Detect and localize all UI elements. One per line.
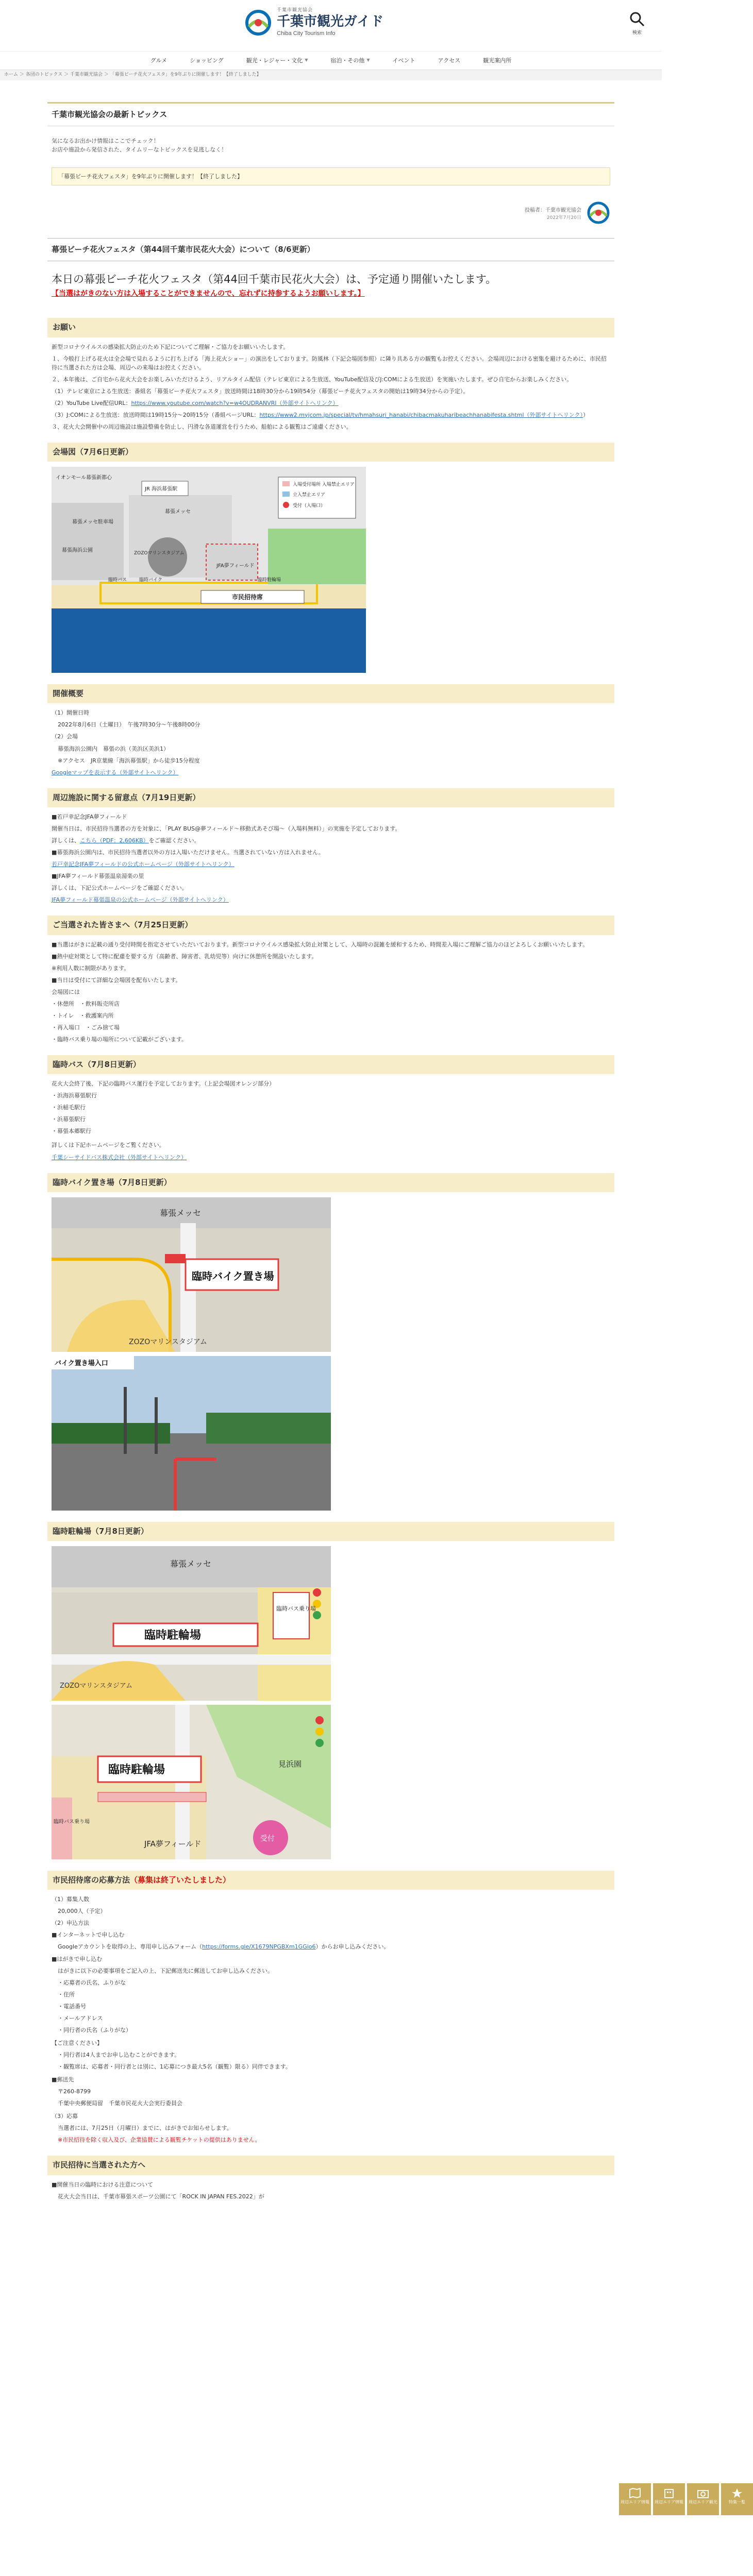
nav-item-info[interactable]: 観光案内所 <box>483 57 512 64</box>
side-button-area-info-2[interactable]: 周辺エリア情報 <box>653 2483 685 2515</box>
star-icon <box>731 2487 743 2499</box>
nav-item-event[interactable]: イベント <box>392 57 415 64</box>
bike-parking-map <box>52 1197 331 1352</box>
nav-item-stay[interactable]: 宿泊・その他 ▼ <box>330 57 370 64</box>
heading-winners: 市民招待に当選された方へ <box>47 2156 614 2175</box>
heading-apply: 市民招待席の応募方法（募集は終了いたしました） <box>47 1871 614 1890</box>
site-logo[interactable] <box>245 7 383 38</box>
photo-label-jfa: JFA夢フィールド <box>144 1839 202 1849</box>
map-label-aeon: イオンモール幕張新都心 <box>56 475 112 481</box>
main-nav <box>0 52 662 70</box>
site-title: 千葉市観光ガイド <box>277 13 384 29</box>
cycle-parking-map-1 <box>52 1546 331 1701</box>
youtube-link[interactable]: https://www.youtube.com/watch?v=w4OUDRANVRI（外部サイトへリンク） <box>131 399 339 406</box>
nav-item-gourmet[interactable]: グルメ <box>150 57 168 64</box>
article-lead: 本日の幕張ビーチ花火フェスタ（第44回千葉市民花火大会）は、予定通り開催いたします。 <box>52 273 497 286</box>
bus-body: 花火大会終了後、下記の臨時バス運行を予定しております。（上記会場図オレンジ部分） ・浜海浜幕張駅行 ・浜稲毛駅行 ・浜幕張駅行 ・幕張本郷駅行 詳しくは下記ホームページをご覧ください。 千葉シーサイドバス株式会社（外部サイトへリンク） <box>52 1080 275 1161</box>
photo-label-bike-entry: バイク置き場入口 <box>55 1359 108 1367</box>
photo-label-reception: 受付 <box>260 1835 275 1843</box>
map-icon <box>629 2487 641 2499</box>
heading-onegai: お願い <box>47 318 614 337</box>
map-label-bike: 臨時バイク <box>139 578 162 583</box>
breadcrumb[interactable]: ホーム ＞ 各団のトピックス ＞ 千葉市観光協会 ＞ 「幕張ビーチ花火フェスタ」を9年ぶりに開催します！【終了しました】 <box>0 70 662 80</box>
photo-label-cycle: 臨時駐輪場 <box>144 1629 202 1642</box>
heading-bike: 臨時バイク置き場（7月8日更新） <box>47 1173 614 1192</box>
side-button-area-info[interactable]: 周辺エリア情報 <box>619 2483 651 2515</box>
jcom-link[interactable]: https://www2.myjcom.jp/special/tv/hmahsuri_hanabi/chibacmakuharibeachhanabifesta.shtml（外部サイトへリンク） <box>259 411 583 418</box>
nearby-body: ■若戸幸記念JFA夢フィールド 開催当日は、市民招待当選者の方を対象に、「PLAY BUS@夢フィールド〜移動式あそび場〜（入場料無料）」の実施を予定しております。 詳しくは、こちら（PDF：2,606KB）をご確認ください。 ■幕張海浜公園内は、市民招待当選者以外の方は入場いただけません。当選されていない方は入れません。 若戸幸記念JFA夢フィールドの公式ホームページ（外部サイトへリンク） ■JFA夢フィールド幕張温泉湯楽の里 詳しくは、下記公式ホームページをご確認ください。 JFA夢フィールド幕張温泉の公式ホームページ（外部サイトへリンク） <box>52 813 401 904</box>
side-button-area-sightseeing[interactable]: 周辺エリア観光 <box>687 2483 719 2515</box>
map-legend-reception: 受付（入場口） <box>293 503 326 509</box>
map-legend-restricted: 立入禁止エリア <box>293 493 326 498</box>
site-header <box>0 0 662 52</box>
search-label: 検索 <box>632 30 642 36</box>
map-label-jfa: JFA夢フィールド <box>216 563 255 569</box>
heading-cycle: 臨時駐輪場（7月8日更新） <box>47 1522 614 1541</box>
post-meta <box>47 195 614 238</box>
heading-venue-map: 会場図（7月6日更新） <box>47 443 614 462</box>
photo-label-stadium: ZOZOマリンスタジアム <box>129 1337 207 1346</box>
building-icon <box>663 2487 675 2499</box>
photo-label-bike: 臨時バイク置き場 <box>192 1269 274 1282</box>
intro-text: 気になるお出かけ情報はここでチェック！ お店や施設から発信された、タイムリーなトピックスを見逃しなく！ <box>52 138 227 154</box>
photo-label-bus-stop-2: 臨時バス乗り場 <box>54 1819 90 1825</box>
main-content <box>47 80 614 2201</box>
cycle-parking-map-2 <box>52 1705 331 1859</box>
logo-mark-icon <box>245 9 272 36</box>
side-button-features[interactable]: 特集一覧 <box>721 2483 753 2515</box>
map-label-station: JR 海浜幕張駅 <box>145 486 178 493</box>
map-label-park: 幕張海浜公園 <box>62 548 93 554</box>
nav-item-sightseeing[interactable]: 観光・レジャー・文化 ▼ <box>246 57 308 64</box>
bike-entry-photo <box>52 1356 331 1511</box>
side-floating-buttons <box>619 2483 753 2515</box>
visitors-body: ■当選はがきに記載の通り受付時間を指定させていただいております。新型コロナウイルス感染拡大防止対策として、入場時の混雑を緩和するため、時間差入場にご理解ご協力のほどよろしくお願いいたします。 ■熱中症対策として特に配慮を要する方（高齢者、障害者、乳幼児等）向けに休憩所を開設いたします。 ※利用人数に制限があります。 ■当日は受付にて詳細な会場図を配布いたします。 会場図には ・休憩所 ・飲料販売所店 ・トイレ ・救護案内所 ・再入場口 ・ごみ捨て場 ・臨時バス乗り場の場所について記載がございます。 <box>52 941 589 1043</box>
seaside-bus-link[interactable]: 千葉シーサイドバス株式会社（外部サイトへリンク） <box>52 1154 187 1161</box>
camera-icon <box>697 2487 709 2499</box>
map-label-bus: 臨時バス <box>108 578 127 583</box>
apply-form-link[interactable]: https://forms.gle/X1679NPGBXm1GGio6 <box>202 1943 316 1951</box>
photo-label-messe-2: 幕張メッセ <box>170 1559 212 1569</box>
photo-label-bus-stop: 臨時バス乗り場 <box>276 1605 316 1613</box>
map-label-parking: 幕張メッセ駐車場 <box>72 519 113 526</box>
google-map-link[interactable]: Googleマップを表示する（外部サイトへリンク） <box>52 769 179 776</box>
heading-visitors: ご当選された皆さまへ（7月25日更新） <box>47 916 614 935</box>
chevron-down-icon: ▼ <box>366 58 370 63</box>
nav-item-access[interactable]: アクセス <box>438 57 461 64</box>
onegai-body: 新型コロナウイルスの感染拡大防止のため下記についてご理解・ご協力をお願いいたします。 １、今般打上げる花火は全会場で見れるように打ち上げる「海上花火ショー」の演出をしております。防風林（下記会場図参照）に隣り具ある方の観覧もお控えください。会場周辺における密集を避けるために、市民招待に当選された方は会場、周辺への来場はお控えください。 ２、本年後は、ご自宅から花火大会をお楽しみいただけるよう、リアルタイム配信（テレビ東京による生放送、YouTube配信及びJ:COMによる生放送）を実施いたします。ぜひ自宅からお楽しみください。 （1）テレビ東京による生放送：番組名「幕張ビーチ花火フェスタ」放送時間は18時30分から19時54分（幕張ビーチ花火フェスタの開始は19時34分からの予定）。 （2）YouTube Live配信URL：https://www.youtube.com/watch?v=w4OUDRANVRI（外部サイトへリンク） （3）J:COMによる生放送：放送時間は19時15分〜20時15分（番組ページURL：https://www2.myjcom.jp/special/tv/hmahsuri_hanabi/chibacmakuharibeachhanabifesta.shtml（外部サイトへリンク）） ３、花火大会開催中の周辺施設は施設整備を防止し、円滑な各道運営を行うため、船舶による観覧はご遠慮ください。 <box>52 343 607 430</box>
jfa-link[interactable]: JFA夢フィールド幕張温泉の公式ホームページ（外部サイトへリンク） <box>52 896 229 904</box>
map-label-beach: 市民招待席 <box>232 594 263 601</box>
photo-label-cycle-2: 臨時駐輪場 <box>108 1764 165 1777</box>
map-label-stadium: ZOZOマリンスタジアム <box>134 551 185 556</box>
search-button[interactable] <box>627 11 647 37</box>
map-legend-entry: 入場受付場所 入場禁止エリア <box>293 482 355 488</box>
article-title: 幕張ビーチ花火フェスタ（第44回千葉市民花火大会）について（8/6更新） <box>47 238 614 261</box>
overview-body: （1）開催日時 2022年8月6日（土曜日） 午後7時30分〜午後8時00分 （2）会場 幕張海浜公園内 幕張の浜（美浜区美浜1） ※アクセス JR京葉線「海浜幕張駅」から徒歩15分程度 Googleマップを表示する（外部サイトへリンク） <box>52 709 200 776</box>
topic-notice: 「幕張ビーチ花火フェスタ」を9年ぶりに開催します！【終了しました】 <box>52 167 610 185</box>
map-label-messe: 幕張メッセ <box>165 509 191 515</box>
venue-map <box>52 467 366 673</box>
winners-body: ■開催当日の臨時における注意について 花火大会当日は、千葉市幕張スポーツ公園にて「ROCK IN JAPAN FES.2022」が <box>52 2181 264 2200</box>
logo-sub-text: 千葉市観光協会 <box>277 8 313 13</box>
chevron-down-icon: ▼ <box>305 58 308 63</box>
kaikan-link[interactable]: 若戸幸記念JFA夢フィールドの公式ホームページ（外部サイトへリンク） <box>52 861 235 868</box>
apply-body: （1）募集人数 20,000人（予定） （2）申込方法 ■インターネットで申し込む Googleアカウントを取得の上、専用申し込みフォーム（https://forms.gle/X1679NPGBXm1GGio6）からお申し込みください。 ■はがきで申し込む はがきに以下の必要事項をご記入の上、下記郵送先に郵送してお申し込みください。 ・応募者の氏名、ふりがな ・住所 ・電話番号 ・メールアドレス ・同行者の氏名（ふりがな） 【ご注意ください】 ・同行者は4人までお申し込むことができます。 ・観覧席は、応募者・同行者とは別に、1応募につき最大5名（観覧）限る）同伴できます。 ■郵送先 〒260-8799 千葉中央郵便局留 千葉市民花火大会実行委員会 （3）応募 当選者には、7月25日（月曜日）までに、はがきでお知らせします。 ※市民招待を除く収入及び、企業協賛による観覧チケットの提供はありません。 <box>52 1896 390 2144</box>
heading-bus: 臨時バス（7月8日更新） <box>47 1055 614 1074</box>
section-title: 千葉市観光協会の最新トピックス <box>47 102 614 126</box>
post-author: 投稿者：千葉市観光協会 <box>525 208 581 214</box>
article-warning: 【当選はがきのない方は入場することができませんので、忘れずに持参するようお願いします。】 <box>52 289 365 298</box>
post-date: 2022年7月20日 <box>546 215 581 221</box>
photo-label-messe: 幕張メッセ <box>160 1208 202 1218</box>
nav-item-shopping[interactable]: ショッピング <box>190 57 224 64</box>
map-label-cycle: 臨時駐輪場 <box>258 578 281 583</box>
pdf-link[interactable]: こちら（PDF：2,606KB） <box>80 837 149 844</box>
photo-label-park: 見浜園 <box>278 1759 302 1769</box>
heading-overview: 開催概要 <box>47 684 614 703</box>
photo-label-stadium-2: ZOZOマリンスタジアム <box>60 1682 132 1690</box>
site-subtitle: Chiba City Tourism Info <box>277 30 336 37</box>
search-icon <box>629 11 645 27</box>
heading-nearby: 周辺施設に関する留意点（7月19日更新） <box>47 788 614 807</box>
org-logo-icon <box>587 201 610 228</box>
